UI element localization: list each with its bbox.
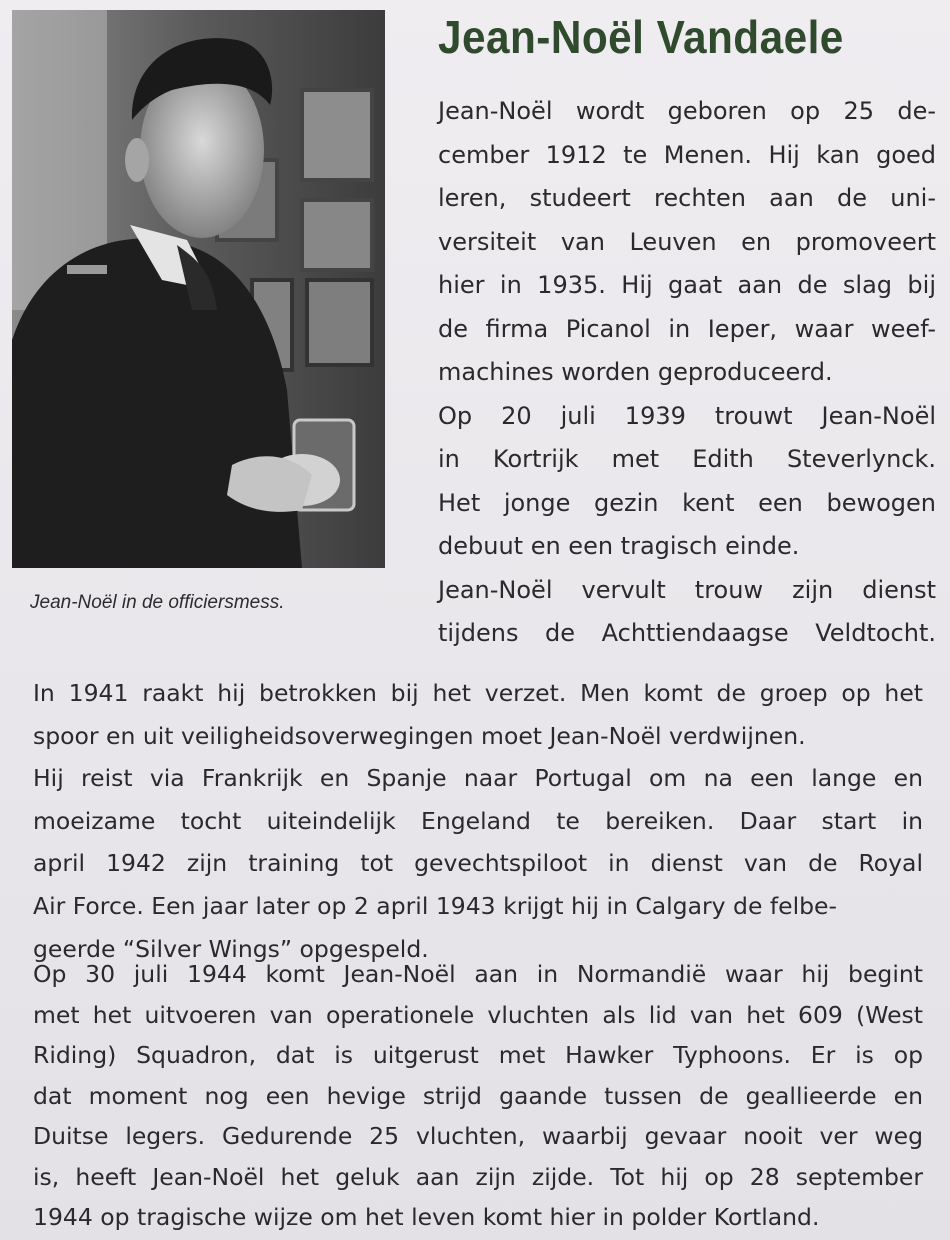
text-line: Jean-Noël wordt geboren op 25 de- — [438, 97, 936, 125]
text-line: met het uitvoeren van operationele vluchten als lid van het 609 (West — [33, 1000, 923, 1029]
text-line: de firma Picanol in Ieper, waar weef- — [438, 314, 936, 343]
text-line: in Kortrijk met Edith Steverlynck. — [438, 445, 936, 473]
text-line: dat moment nog een hevige strijd gaande tussen de geallieerde en — [33, 1081, 923, 1110]
text-line: Jean-Noël vervult trouw zijn dienst — [438, 575, 936, 604]
portrait-photo — [12, 10, 385, 568]
text-line: Air Force. Een jaar later op 2 april 1943 krijgt hij in Calgary de felbe- — [33, 891, 837, 920]
text-line: Duitse legers. Gedurende 25 vluchten, waarbij gevaar nooit ver weg — [33, 1122, 923, 1150]
body-paragraph-2 — [33, 954, 923, 1238]
body-paragraph-1 — [33, 672, 923, 970]
text-line: versiteit van Leuven en promoveert — [438, 227, 936, 256]
text-line: cember 1912 te Menen. Hij kan goed — [438, 140, 936, 169]
text-line: geerde “Silver Wings” opgespeld. — [33, 934, 429, 963]
photo-caption: Jean-Noël in de officiersmess. — [30, 592, 285, 613]
text-line: In 1941 raakt hij betrokken bij het verzet. Men komt de groep op het — [33, 679, 923, 707]
text-line: Riding) Squadron, dat is uitgerust met Hawker Typhoons. Er is op — [33, 1041, 923, 1069]
text-line: Hij reist via Frankrijk en Spanje naar Portugal om na een lange en — [33, 764, 923, 793]
text-line: april 1942 zijn training tot gevechtspiloot in dienst van de Royal — [33, 849, 923, 878]
text-line: hier in 1935. Hij gaat aan de slag bij — [438, 271, 936, 299]
text-line: tijdens de Achttiendaagse Veldtocht. — [438, 619, 936, 647]
text-line: is, heeft Jean-Noël het geluk aan zijn zijde. Tot hij op 28 september — [33, 1162, 923, 1191]
text-line: leren, studeert rechten aan de uni- — [438, 184, 936, 212]
text-line: Op 30 juli 1944 komt Jean-Noël aan in Normandië waar hij begint — [33, 960, 923, 988]
page-title: Jean-Noël Vandaele — [438, 11, 844, 63]
text-line: Het jonge gezin kent een bewogen — [438, 488, 936, 517]
text-line: spoor en uit veiligheidsoverwegingen moet Jean-Noël verdwijnen. — [33, 721, 806, 750]
text-line: moeizame tocht uiteindelijk Engeland te bereiken. Daar start in — [33, 806, 923, 835]
text-line: Op 20 juli 1939 trouwt Jean-Noël — [438, 401, 936, 430]
text-line: machines worden geproduceerd. — [438, 358, 833, 386]
text-line: 1944 op tragische wijze om het leven komt hier in polder Kortland. — [33, 1203, 820, 1231]
text-line: debuut en een tragisch einde. — [438, 532, 800, 560]
intro-column — [438, 90, 936, 656]
